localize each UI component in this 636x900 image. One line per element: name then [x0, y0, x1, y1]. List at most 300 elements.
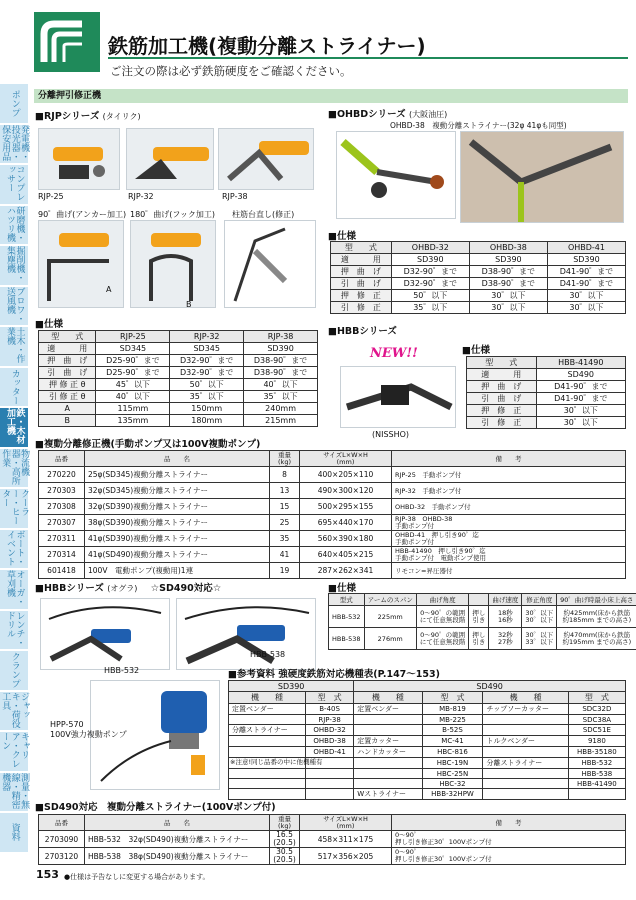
- nissho-spec-cell: 押 修 正: [467, 405, 537, 417]
- rjp-label-32: RJP-32: [128, 192, 154, 201]
- hbb-spec-cell: 0〜90゜の範囲 にて任意無段階: [416, 628, 469, 650]
- pump-table-row: [39, 515, 626, 531]
- rjp-spec-cell: 適 用: [39, 343, 96, 355]
- ref-row: [229, 779, 626, 789]
- pump-table-cell: 13: [270, 483, 300, 499]
- hbb-532-label: HBB-532: [104, 666, 140, 675]
- pump-table-row: [39, 563, 626, 579]
- rjp-spec-col-header: RJP-32: [170, 331, 244, 343]
- pump-table-cell: 560×390×180: [300, 531, 392, 547]
- category-bar-label: 分離押引修正機: [38, 91, 102, 101]
- ref-kiki-cell: [483, 789, 568, 800]
- pump-table-cell: RJP-32 手動ポンプ付: [392, 483, 626, 499]
- pump-table-cell: 19: [270, 563, 300, 579]
- title-rule: [108, 57, 628, 59]
- pump-table-cell: 41φ(SD390)複動分離ストライナー: [85, 531, 270, 547]
- sd490-table-cell: HBB-532 32φ(SD490)複動分離ストライナー: [85, 831, 270, 848]
- rjp-spec-row: [39, 343, 318, 355]
- ref-model-cell: [305, 789, 353, 800]
- sd490-table-col-header: 品番: [39, 815, 85, 831]
- ref-col-header: 機 種: [354, 692, 422, 704]
- ref-model-cell: HBB-532: [568, 758, 625, 769]
- rjp-spec-table: [38, 330, 318, 427]
- sd490-table-cell: 30.5 (20.5): [270, 848, 300, 865]
- side-tab[interactable]: [0, 125, 28, 165]
- ref-kiki-cell: [229, 747, 306, 758]
- pump-table-cell: 270314: [39, 547, 85, 563]
- ref-table: [228, 680, 626, 800]
- ref-kiki-cell: [229, 715, 306, 725]
- hbb-spec-row: [329, 628, 636, 650]
- ref-model-cell: RJP-38: [305, 715, 353, 725]
- hbb-nissho-heading: ■HBBシリーズ: [328, 326, 397, 337]
- rjp-38-photo: [218, 128, 314, 190]
- pump-table-row: [39, 547, 626, 563]
- ref-model-cell: MB-819: [422, 704, 483, 715]
- ref-model-cell: B-52S: [422, 725, 483, 736]
- hbb-ogura-maker: (オグラ): [107, 584, 138, 593]
- ref-kiki-cell: [229, 769, 306, 779]
- rjp-spec-cell: 115mm: [96, 403, 170, 415]
- pump-table-cell: 32φ(SD345)複動分離ストライナー: [85, 483, 270, 499]
- ref-kiki-cell: 分離ストライナー: [483, 758, 568, 769]
- pump-table-cell: 270311: [39, 531, 85, 547]
- pump-table-cell: 25φ(SD345)複動分離ストライナー: [85, 467, 270, 483]
- ohbd-spec-row: [331, 278, 626, 290]
- ref-model-cell: HBB-35180: [568, 747, 625, 758]
- hbb-41490-photo: [340, 366, 456, 428]
- sd490-table-cell: 16.5 (20.5): [270, 831, 300, 848]
- ohbd-spec-table: [330, 241, 626, 314]
- pump-table-cell: 25: [270, 515, 300, 531]
- ohbd-spec-cell: 30゜以下: [469, 302, 547, 314]
- rjp-spec-cell: 180mm: [170, 415, 244, 427]
- side-tab-label: 資料: [9, 823, 20, 842]
- ref-kiki-cell: [354, 725, 422, 736]
- pump-table-cell: 270220: [39, 467, 85, 483]
- hbb-spec-heading: ■仕様: [328, 583, 356, 594]
- pump-table-cell: 695×440×170: [300, 515, 392, 531]
- ohbd-spec-row: [331, 302, 626, 314]
- ohbd-spec-cell: D41-90゜まで: [547, 278, 625, 290]
- rjp-spec-row: [39, 355, 318, 367]
- side-tab-label: クランプ: [9, 652, 20, 689]
- ref-model-cell: HBC-816: [422, 747, 483, 758]
- ref-kiki-cell: [354, 758, 422, 769]
- pump-table-cell: 270308: [39, 499, 85, 515]
- sd490-table-col-header: 備 考: [392, 815, 626, 831]
- ref-kiki-cell: [229, 779, 306, 789]
- ref-kiki-cell: [354, 779, 422, 789]
- rjp-spec-cell: D38-90゜まで: [244, 355, 318, 367]
- side-tab-label: 掘削機・集塵機: [5, 246, 25, 282]
- pump-table-cell: 100V 電動ポンプ(複動用)1連: [85, 563, 270, 579]
- ref-model-cell: SDC38A: [568, 715, 625, 725]
- rjp-spec-cell: SD345: [96, 343, 170, 355]
- side-tab[interactable]: [0, 449, 28, 489]
- ref-model-cell: HBC-32: [422, 779, 483, 789]
- rjp-spec-cell: 押 修 正 θ: [39, 379, 96, 391]
- sd490-table-col-header: サイズL×W×H (mm): [300, 815, 392, 831]
- side-tab[interactable]: [0, 287, 28, 327]
- side-tab-label: ブロワ・送風機: [5, 286, 25, 323]
- rjp-caption-fix: 柱筋台直し(修正): [232, 210, 295, 219]
- ref-kiki-cell: 定置ベンダー: [354, 704, 422, 715]
- rjp-spec-cell: 引 曲 げ: [39, 367, 96, 379]
- ohbd-heading-text: ■OHBDシリーズ: [328, 109, 406, 120]
- ref-model-cell: HBC-25N: [422, 769, 483, 779]
- hbb-spec-col-header: アームのスパン: [364, 594, 416, 606]
- side-tab-label: 鉄・木材加工機: [5, 408, 25, 444]
- pump-table-cell: 38φ(SD390)複動分離ストライナー: [85, 515, 270, 531]
- side-tab[interactable]: [0, 206, 28, 246]
- rjp-label-38: RJP-38: [222, 192, 248, 201]
- rjp-dim-b: B: [186, 300, 192, 309]
- ref-kiki-cell: チップソーカッター: [483, 704, 568, 715]
- pump-table-cell: 8: [270, 467, 300, 483]
- ref-model-cell: B-40S: [305, 704, 353, 715]
- pump-table-row: [39, 499, 626, 515]
- rjp-spec-cell: 50゜以下: [170, 379, 244, 391]
- side-tab-label: 研磨機・ハツリ機: [5, 205, 25, 242]
- hbb-spec-cell: 押し 引き: [469, 628, 489, 650]
- sd490-table-cell: 0〜90゜ 押し引き修正30゜100Vポンプ付: [392, 831, 626, 848]
- hbb-spec-cell: 276mm: [364, 628, 416, 650]
- ohbd-spec-cell: 50゜以下: [391, 290, 469, 302]
- rjp-spec-row: [39, 367, 318, 379]
- rjp-spec-header-row: [39, 331, 318, 343]
- pump-table-col-header: 重量 (kg): [270, 451, 300, 467]
- hbb-nissho-spec-table: [466, 356, 626, 429]
- ref-model-cell: HBB-32HPW: [422, 789, 483, 800]
- ref-model-cell: HBC-19N: [422, 758, 483, 769]
- hbb-spec-col-header: 型式: [329, 594, 365, 606]
- pump-table-row: [39, 467, 626, 483]
- hbb-spec-cell: HBB-532: [329, 606, 365, 628]
- hbb-spec-cell: 30゜以下 30゜以下: [522, 606, 557, 628]
- rjp-spec-row: [39, 403, 318, 415]
- ref-kiki-cell: [229, 789, 306, 800]
- hbb-538-label: HBB-538: [250, 650, 286, 659]
- rjp-spec-cell: 押 曲 げ: [39, 355, 96, 367]
- rjp-spec-row: [39, 415, 318, 427]
- pump-table-cell: HBB-41490 押し引き90゜迄 手動ポンプ付 電動ポンプ使用: [392, 547, 626, 563]
- side-tab[interactable]: [0, 368, 28, 408]
- rjp-fix-diagram: [224, 220, 316, 308]
- ohbd-spec-cell: 30゜以下: [547, 290, 625, 302]
- ohbd-spec-cell: SD390: [547, 254, 625, 266]
- sd490-table-col-header: 重量 (kg): [270, 815, 300, 831]
- side-tab[interactable]: [0, 732, 28, 772]
- hbb-spec-row: [329, 606, 636, 628]
- rjp-32-photo: [126, 128, 214, 190]
- side-tab[interactable]: [0, 84, 28, 124]
- ref-model-cell: [568, 789, 625, 800]
- ref-model-cell: [305, 769, 353, 779]
- ref-header-row: [229, 692, 626, 704]
- rjp-dim-a: A: [106, 285, 112, 294]
- side-tab-label: 物流機器・高所作業: [0, 448, 30, 485]
- ohbd-spec-row: [331, 266, 626, 278]
- nissho-spec-cell: 引 曲 げ: [467, 393, 537, 405]
- pump-table-cell: 500×295×155: [300, 499, 392, 515]
- ohbd-spec-row: [331, 290, 626, 302]
- ref-row: [229, 789, 626, 800]
- side-tab[interactable]: [0, 651, 28, 691]
- ref-model-cell: [305, 779, 353, 789]
- rjp-spec-cell: A: [39, 403, 96, 415]
- side-tab-label: カッター: [9, 368, 20, 405]
- side-tab[interactable]: [0, 165, 28, 205]
- nissho-spec-row: [467, 417, 626, 429]
- ref-col-header: 機 種: [483, 692, 568, 704]
- sd490-table-header-row: [39, 815, 626, 831]
- ref-kiki-cell: トルクベンダー: [483, 736, 568, 747]
- hbb-538-photo: [176, 598, 316, 670]
- side-tab[interactable]: [0, 408, 28, 448]
- rjp-heading-text: ■RJPシリーズ: [35, 111, 100, 122]
- rjp-spec-row: [39, 391, 318, 403]
- ohbd-spec-cell: 押 曲 げ: [331, 266, 392, 278]
- ohbd-spec-cell: SD390: [469, 254, 547, 266]
- side-tab[interactable]: [0, 489, 28, 529]
- footer-note: ●仕様は予告なしに変更する場合があります。: [64, 873, 210, 881]
- nissho-spec-cell: D41-90゜まで: [536, 393, 625, 405]
- rjp-180-bend-photo: [130, 220, 216, 308]
- hbb-ogura-heading-text: ■HBBシリーズ: [35, 583, 104, 594]
- ref-col-header: 型 式: [422, 692, 483, 704]
- sd490-table-cell: HBB-538 38φ(SD490)複動分離ストライナー: [85, 848, 270, 865]
- ref-model-cell: HBB-41490: [568, 779, 625, 789]
- pump-table-heading: ■複動分離修正機(手動ポンプ又は100V複動ポンプ): [35, 439, 261, 450]
- rjp-spec-cell: 150mm: [170, 403, 244, 415]
- pump-table-cell: 41φ(SD490)複動分離ストライナー: [85, 547, 270, 563]
- ohbd-product-photo: [336, 131, 456, 219]
- nissho-spec-cell: 押 曲 げ: [467, 381, 537, 393]
- header-logo-icon: [34, 12, 100, 72]
- side-tab[interactable]: [0, 813, 28, 853]
- side-tab-label: ボート・イベント: [5, 529, 25, 566]
- hbb-spec-table: [328, 593, 636, 650]
- side-tab[interactable]: [0, 611, 28, 651]
- pump-table-cell: 640×405×215: [300, 547, 392, 563]
- ref-model-cell: HBB-538: [568, 769, 625, 779]
- sd490-table-cell: 517×356×205: [300, 848, 392, 865]
- rjp-spec-cell: 引 修 正 θ: [39, 391, 96, 403]
- ohbd-spec-col-header: 型 式: [331, 242, 392, 254]
- nissho-spec-row: [467, 381, 626, 393]
- ohbd-spec-row: [331, 254, 626, 266]
- nissho-spec-header-row: [467, 357, 626, 369]
- nissho-spec-cell: SD490: [536, 369, 625, 381]
- side-tab[interactable]: [0, 246, 28, 286]
- sd490-table-row: [39, 848, 626, 865]
- ref-kiki-cell: [483, 747, 568, 758]
- sd490-table-cell: 2703120: [39, 848, 85, 865]
- pump-table-cell: 601418: [39, 563, 85, 579]
- side-tab-label: ジャッキ・荷役工具: [0, 691, 30, 728]
- pump-table-cell: 490×300×120: [300, 483, 392, 499]
- pump-table-cell: OHBD-41 押し引き90゜迄 手動ポンプ付: [392, 531, 626, 547]
- side-tab-label: キャリア・クレーン: [0, 732, 30, 768]
- side-tab-label: 測量・無線・精密機器: [0, 772, 30, 809]
- rjp-spec-cell: 40゜以下: [96, 391, 170, 403]
- hbb-spec-col-header: 曲げ速度: [489, 594, 522, 606]
- sd490-table-col-header: 品 名: [85, 815, 270, 831]
- pump-table-cell: 35: [270, 531, 300, 547]
- rjp-heading: [35, 108, 141, 122]
- ohbd-caption: OHBD-38 複動分離ストライナー(32φ 41φも同型): [390, 121, 567, 130]
- rjp-spec-col-header: RJP-25: [96, 331, 170, 343]
- pump-table-cell: 41: [270, 547, 300, 563]
- sd490-table-cell: 0〜90゜ 押し引き修正30゜100Vポンプ付: [392, 848, 626, 865]
- ref-row: [229, 769, 626, 779]
- ref-note: ※注意!同じ品番の中に他機種有: [230, 758, 323, 766]
- ref-kiki-cell: ハンドカッター: [354, 747, 422, 758]
- ref-kiki-cell: [354, 715, 422, 725]
- pump-table-cell: 287×262×341: [300, 563, 392, 579]
- rjp-label-25: RJP-25: [38, 192, 64, 201]
- ref-kiki-cell: [483, 725, 568, 736]
- pump-table-cell: 270303: [39, 483, 85, 499]
- hpp-570-label: HPP-570 100V強力複動ポンプ: [50, 720, 127, 740]
- ohbd-spec-cell: D32-90゜まで: [391, 266, 469, 278]
- hbb-spec-col-header: 修正角度: [522, 594, 557, 606]
- pump-table-cell: RJP-25 手動ポンプ付: [392, 467, 626, 483]
- page-title: 鉄筋加工機(複動分離ストライナー): [108, 34, 426, 58]
- nissho-spec-cell: 適 用: [467, 369, 537, 381]
- side-tab-label: ポンプ: [9, 89, 20, 117]
- ref-kiki-cell: Wストライナー: [354, 789, 422, 800]
- hbb-spec-cell: HBB-538: [329, 628, 365, 650]
- hbb-spec-cell: 約425mm(床から鉄筋 約185mm までの高さ): [557, 606, 636, 628]
- ref-row: [229, 725, 626, 736]
- hbb-532-photo: [40, 598, 170, 670]
- pump-table-cell: 270307: [39, 515, 85, 531]
- pump-table-cell: 400×205×110: [300, 467, 392, 483]
- ohbd-spec-heading: ■仕様: [328, 231, 356, 242]
- ref-group-sd390: SD390: [229, 681, 354, 692]
- ref-group-row: [229, 681, 626, 692]
- rjp-spec-heading: ■仕様: [35, 319, 63, 330]
- ohbd-spec-cell: D41-90゜まで: [547, 266, 625, 278]
- ref-group-sd490: SD490: [354, 681, 626, 692]
- hbb-spec-col-header: 曲げ角度: [416, 594, 469, 606]
- ref-model-cell: MC-41: [422, 736, 483, 747]
- rjp-spec-cell: D25-90゜まで: [96, 367, 170, 379]
- ohbd-spec-header-row: [331, 242, 626, 254]
- hbb-spec-header-row: [329, 594, 636, 606]
- pump-table-col-header: 備 考: [392, 451, 626, 467]
- side-tab-label: クーラー・ヒーター: [0, 489, 30, 525]
- pump-table-col-header: サイズL×W×H (mm): [300, 451, 392, 467]
- ref-kiki-cell: [354, 769, 422, 779]
- hbb-spec-cell: 30゜以下 33゜以下: [522, 628, 557, 650]
- sd490-table-row: [39, 831, 626, 848]
- pump-table-col-header: 品 名: [85, 451, 270, 467]
- sd490-badge: ☆SD490対応☆: [150, 583, 222, 594]
- rjp-spec-cell: 40゜以下: [244, 379, 318, 391]
- ref-model-cell: SDC32D: [568, 704, 625, 715]
- hbb-spec-cell: 32秒 27秒: [489, 628, 522, 650]
- hbb-spec-cell: 約470mm(床から鉄筋 約195mm までの高さ): [557, 628, 636, 650]
- ohbd-spec-cell: D38-90゜まで: [469, 278, 547, 290]
- rjp-spec-cell: 35゜以下: [170, 391, 244, 403]
- nissho-spec-col-header: 型 式: [467, 357, 537, 369]
- hbb-spec-col-header: 90゜曲げ時最小床上高さ: [557, 594, 636, 606]
- side-tab[interactable]: [0, 570, 28, 610]
- ref-model-cell: MB-225: [422, 715, 483, 725]
- ref-kiki-cell: [229, 736, 306, 747]
- nissho-spec-row: [467, 369, 626, 381]
- hbb-nissho-spec-heading: ■仕様: [462, 345, 490, 356]
- pump-table-col-header: 品番: [39, 451, 85, 467]
- rjp-spec-cell: D38-90゜まで: [244, 367, 318, 379]
- rjp-spec-row: [39, 379, 318, 391]
- side-tab-label: オーガ・草刈機: [5, 570, 25, 606]
- side-tab[interactable]: [0, 692, 28, 732]
- hbb-ogura-heading: [35, 580, 221, 594]
- pump-table-cell: 15: [270, 499, 300, 515]
- ref-kiki-cell: 定置カッター: [354, 736, 422, 747]
- ref-model-cell: SDC51E: [568, 725, 625, 736]
- ohbd-spec-col-header: OHBD-41: [547, 242, 625, 254]
- hbb-spec-cell: 押し 引き: [469, 606, 489, 628]
- side-tab[interactable]: [0, 327, 28, 367]
- side-tab[interactable]: [0, 530, 28, 570]
- pump-table-cell: RJP-38 OHBD-38 手動ポンプ付: [392, 515, 626, 531]
- rjp-caption-180: 180゜曲げ(フック加工): [130, 210, 215, 219]
- ohbd-spec-cell: 適 用: [331, 254, 392, 266]
- side-tab-label: 土木・作業機: [5, 327, 25, 363]
- hbb-spec-col-header: [469, 594, 489, 606]
- ref-row: [229, 704, 626, 715]
- side-tab-label: 発電機・投光器・保安用品: [0, 124, 30, 161]
- page-number: 153: [36, 868, 59, 881]
- sd490-table-cell: 2703090: [39, 831, 85, 848]
- ohbd-spec-cell: 引 修 正: [331, 302, 392, 314]
- sd490-table-heading: ■SD490対応 複動分離ストライナー(100Vポンプ付): [35, 802, 276, 813]
- pump-table-header-row: [39, 451, 626, 467]
- category-bar: [34, 89, 628, 103]
- pump-table-cell: OHBD-32 手動ポンプ付: [392, 499, 626, 515]
- ref-model-cell: 9180: [568, 736, 625, 747]
- ref-col-header: 型 式: [568, 692, 625, 704]
- ref-model-cell: OHBD-32: [305, 725, 353, 736]
- pump-table-row: [39, 531, 626, 547]
- ohbd-maker: (大阪油圧): [408, 110, 448, 119]
- nissho-spec-cell: 30゜以下: [536, 405, 625, 417]
- ref-kiki-cell: [483, 769, 568, 779]
- rjp-spec-cell: 135mm: [96, 415, 170, 427]
- pump-table-cell: リモコン=昇圧器付: [392, 563, 626, 579]
- ref-row: [229, 747, 626, 758]
- side-tab-label: レンチ・ドリル: [5, 610, 25, 647]
- ref-model-cell: OHBD-38: [305, 736, 353, 747]
- rjp-caption-90: 90゜曲げ(アンカー加工): [38, 210, 127, 219]
- nissho-spec-cell: 引 修 正: [467, 417, 537, 429]
- side-tab[interactable]: [0, 773, 28, 813]
- rjp-spec-col-header: RJP-38: [244, 331, 318, 343]
- ref-kiki-cell: [483, 779, 568, 789]
- pump-table-cell: 32φ(SD390)複動分離ストライナー: [85, 499, 270, 515]
- ohbd-spec-cell: SD390: [391, 254, 469, 266]
- ohbd-usage-photo: [460, 131, 624, 223]
- new-badge: NEW!!: [370, 346, 418, 361]
- rjp-spec-cell: 240mm: [244, 403, 318, 415]
- ref-row: [229, 715, 626, 725]
- ohbd-spec-cell: D38-90゜まで: [469, 266, 547, 278]
